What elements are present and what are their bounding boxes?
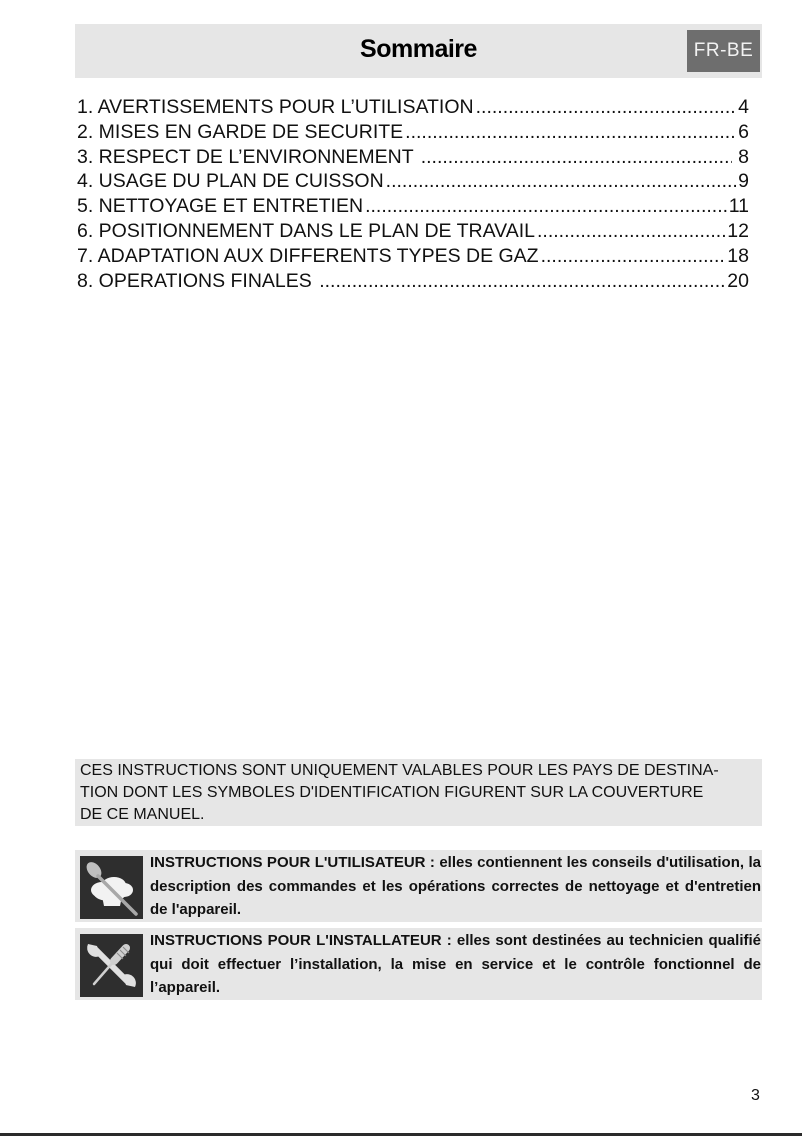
table-of-contents [77, 96, 749, 294]
toc-item-page: 6 [738, 120, 749, 143]
toc-item-label: 2. MISES EN GARDE DE SECURITE [77, 120, 404, 143]
toc-item[interactable] [77, 245, 749, 270]
page-number: 3 [751, 1087, 760, 1104]
toc-item-label: 4. USAGE DU PLAN DE CUISSON [77, 170, 384, 193]
notice-line: TION DONT LES SYMBOLES D'IDENTIFICATION FIGURENT SUR LA COUVERTURE [80, 784, 704, 801]
toc-item[interactable] [77, 96, 749, 121]
toc-leader-dots [476, 96, 737, 119]
toc-item-label: 3. RESPECT DE L’ENVIRONNEMENT [77, 145, 419, 168]
notice-line: DE CE MANUEL. [80, 806, 205, 823]
toc-item-label: 1. AVERTISSEMENTS POUR L’UTILISATION [77, 96, 474, 118]
toc-item-page: 9 [738, 170, 749, 193]
toc-item-page: 8 [738, 145, 749, 168]
toc-leader-dots [386, 170, 736, 193]
toc-item-label: 6. POSITIONNEMENT DANS LE PLAN DE TRAVAIL [77, 219, 536, 242]
toc-leader-dots [537, 220, 725, 243]
toc-item[interactable] [77, 220, 749, 245]
toc-item-page: 20 [727, 269, 749, 292]
toc-leader-dots [319, 270, 725, 293]
toc-item[interactable] [77, 270, 749, 295]
toc-item[interactable] [77, 170, 749, 195]
toc-item-page: 11 [728, 195, 749, 218]
toc-leader-dots [365, 195, 727, 218]
destination-notice [75, 759, 762, 826]
user-instructions-text: INSTRUCTIONS POUR L'UTILISATEUR : elles contiennent les conseils d'utilisation, la description des commandes et les opérations correctes de nettoyage et d'entretien de l'appareil. [150, 854, 761, 918]
toc-item-page: 18 [727, 244, 749, 267]
chef-hat-spoon-icon [80, 856, 143, 919]
toc-item[interactable] [77, 146, 749, 171]
header-bar [75, 24, 762, 78]
installer-instructions-text: INSTRUCTIONS POUR L'INSTALLATEUR : elles sont destinées au technicien qualifié qui doit effectuer l’installation, la mise en service et le contrôle fonctionnel de l’appareil. [150, 932, 761, 996]
toc-leader-dots [541, 245, 726, 268]
toc-leader-dots [421, 146, 732, 169]
toc-item[interactable] [77, 195, 749, 220]
toc-item-label: 8. OPERATIONS FINALES [77, 269, 318, 292]
language-badge: FR-BE [687, 30, 760, 72]
toc-item-label: 5. NETTOYAGE ET ENTRETIEN [77, 195, 364, 218]
toc-item-page: 4 [738, 96, 749, 118]
toc-leader-dots [405, 121, 736, 144]
toc-item-label: 7. ADAPTATION AUX DIFFERENTS TYPES DE GAZ [77, 244, 539, 267]
installer-instructions-box [75, 928, 762, 1000]
toc-item-page: 12 [727, 219, 749, 242]
notice-line: CES INSTRUCTIONS SONT UNIQUEMENT VALABLES POUR LES PAYS DE DESTINA- [80, 762, 719, 779]
user-instructions-box [75, 850, 762, 922]
page-title: Sommaire [360, 35, 477, 63]
toc-item[interactable] [77, 121, 749, 146]
wrench-screwdriver-icon [80, 934, 143, 997]
